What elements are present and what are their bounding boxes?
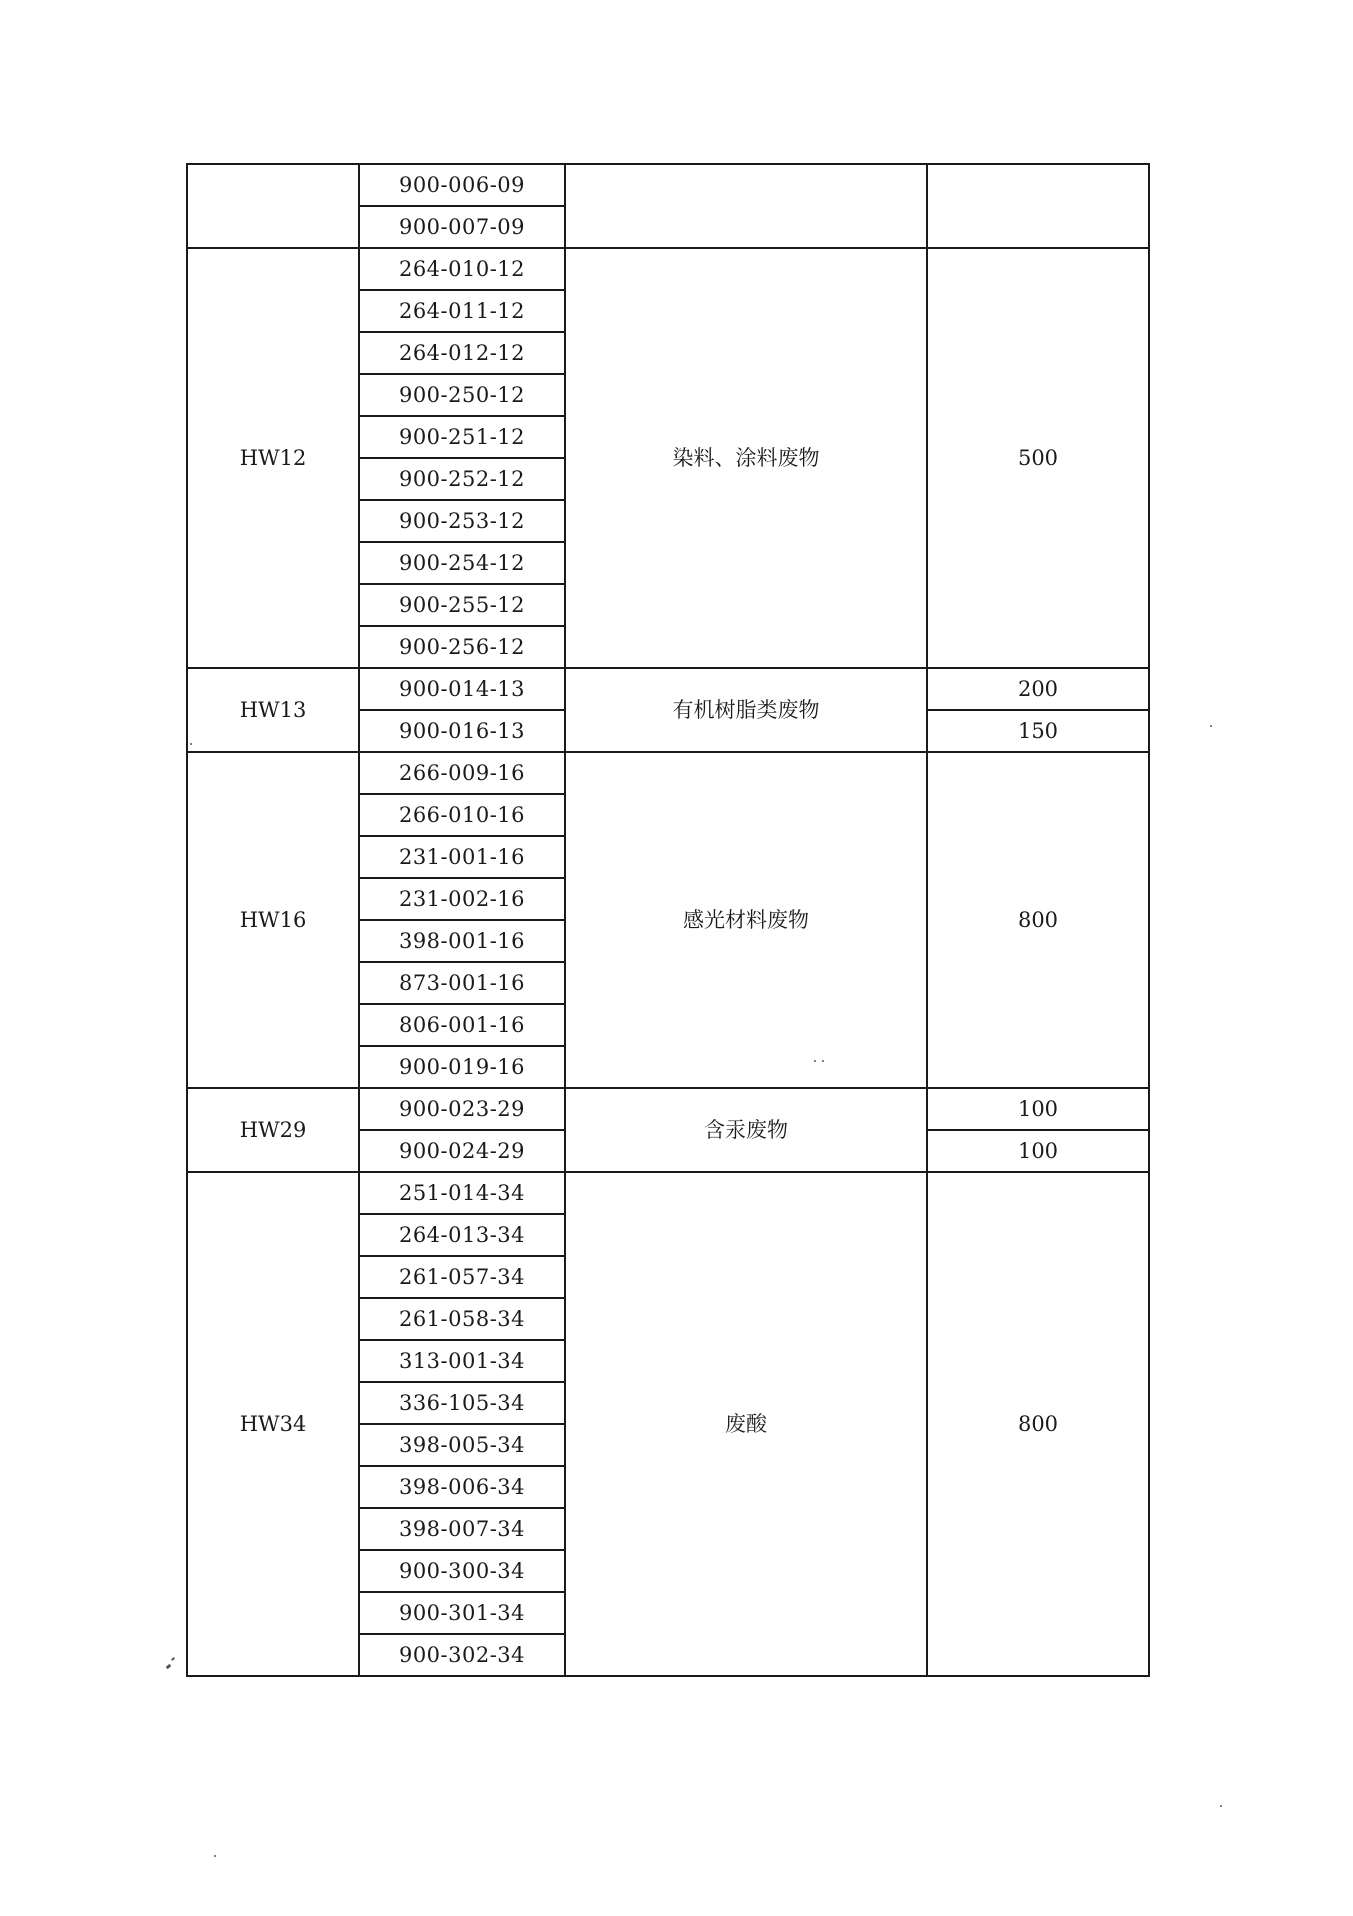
quantity-cell: 150 (927, 710, 1149, 752)
table-row (187, 164, 1149, 206)
waste-code-cell: 900-256-12 (359, 626, 565, 668)
quantity-cell: 500 (927, 248, 1149, 668)
scan-speck (214, 1855, 216, 1857)
table-row (187, 248, 1149, 290)
quantity-cell: 800 (927, 752, 1149, 1088)
scan-speck (1210, 725, 1212, 727)
table-row (187, 1172, 1149, 1214)
waste-category-cell: HW12 (187, 248, 359, 668)
table-row (187, 752, 1149, 794)
waste-code-cell: 264-012-12 (359, 332, 565, 374)
waste-code-cell: 900-014-13 (359, 668, 565, 710)
scan-speck (822, 1060, 824, 1062)
scan-speck (1220, 1805, 1222, 1807)
table-row (187, 1088, 1149, 1130)
waste-code-cell: 264-010-12 (359, 248, 565, 290)
waste-code-cell: 900-255-12 (359, 584, 565, 626)
waste-code-cell: 900-251-12 (359, 416, 565, 458)
waste-code-cell: 900-016-13 (359, 710, 565, 752)
quantity-cell: 200 (927, 668, 1149, 710)
waste-code-cell: 266-010-16 (359, 794, 565, 836)
waste-name-cell: 废酸 (565, 1172, 927, 1676)
waste-name-cell: 感光材料废物 (565, 752, 927, 1088)
waste-code-cell: 873-001-16 (359, 962, 565, 1004)
waste-code-cell: 900-024-29 (359, 1130, 565, 1172)
scan-speck (814, 1060, 816, 1062)
waste-name-cell (565, 164, 927, 248)
waste-name-cell: 含汞废物 (565, 1088, 927, 1172)
waste-code-cell: 264-013-34 (359, 1214, 565, 1256)
waste-name-cell: 染料、涂料废物 (565, 248, 927, 668)
waste-code-cell: 398-007-34 (359, 1508, 565, 1550)
scan-speck (190, 743, 192, 745)
waste-code-cell: 900-300-34 (359, 1550, 565, 1592)
waste-code-cell: 231-002-16 (359, 878, 565, 920)
waste-code-cell: 261-057-34 (359, 1256, 565, 1298)
waste-code-cell: 806-001-16 (359, 1004, 565, 1046)
quantity-cell: 100 (927, 1088, 1149, 1130)
waste-code-cell: 900-023-29 (359, 1088, 565, 1130)
scan-speck (171, 1657, 175, 1661)
quantity-cell: 100 (927, 1130, 1149, 1172)
waste-category-cell (187, 164, 359, 248)
waste-category-cell: HW13 (187, 668, 359, 752)
table-row (187, 668, 1149, 710)
waste-code-cell: 900-250-12 (359, 374, 565, 416)
hazardous-waste-table (186, 163, 1150, 1677)
waste-name-cell: 有机树脂类废物 (565, 668, 927, 752)
waste-code-cell: 261-058-34 (359, 1298, 565, 1340)
waste-code-cell: 398-005-34 (359, 1424, 565, 1466)
quantity-cell (927, 164, 1149, 248)
waste-category-cell: HW34 (187, 1172, 359, 1676)
waste-code-cell: 264-011-12 (359, 290, 565, 332)
quantity-cell: 800 (927, 1172, 1149, 1676)
waste-code-cell: 900-019-16 (359, 1046, 565, 1088)
waste-category-cell: HW29 (187, 1088, 359, 1172)
waste-code-cell: 336-105-34 (359, 1382, 565, 1424)
waste-code-cell: 900-253-12 (359, 500, 565, 542)
waste-code-cell: 900-254-12 (359, 542, 565, 584)
waste-code-cell: 266-009-16 (359, 752, 565, 794)
waste-category-cell: HW16 (187, 752, 359, 1088)
waste-code-cell: 900-007-09 (359, 206, 565, 248)
waste-code-cell: 900-006-09 (359, 164, 565, 206)
waste-code-cell: 251-014-34 (359, 1172, 565, 1214)
scan-speck (166, 1664, 172, 1670)
waste-code-cell: 231-001-16 (359, 836, 565, 878)
waste-code-cell: 900-301-34 (359, 1592, 565, 1634)
waste-code-cell: 313-001-34 (359, 1340, 565, 1382)
waste-code-cell: 398-006-34 (359, 1466, 565, 1508)
table-body (187, 164, 1149, 1676)
waste-code-cell: 900-252-12 (359, 458, 565, 500)
waste-code-cell: 900-302-34 (359, 1634, 565, 1676)
waste-code-cell: 398-001-16 (359, 920, 565, 962)
